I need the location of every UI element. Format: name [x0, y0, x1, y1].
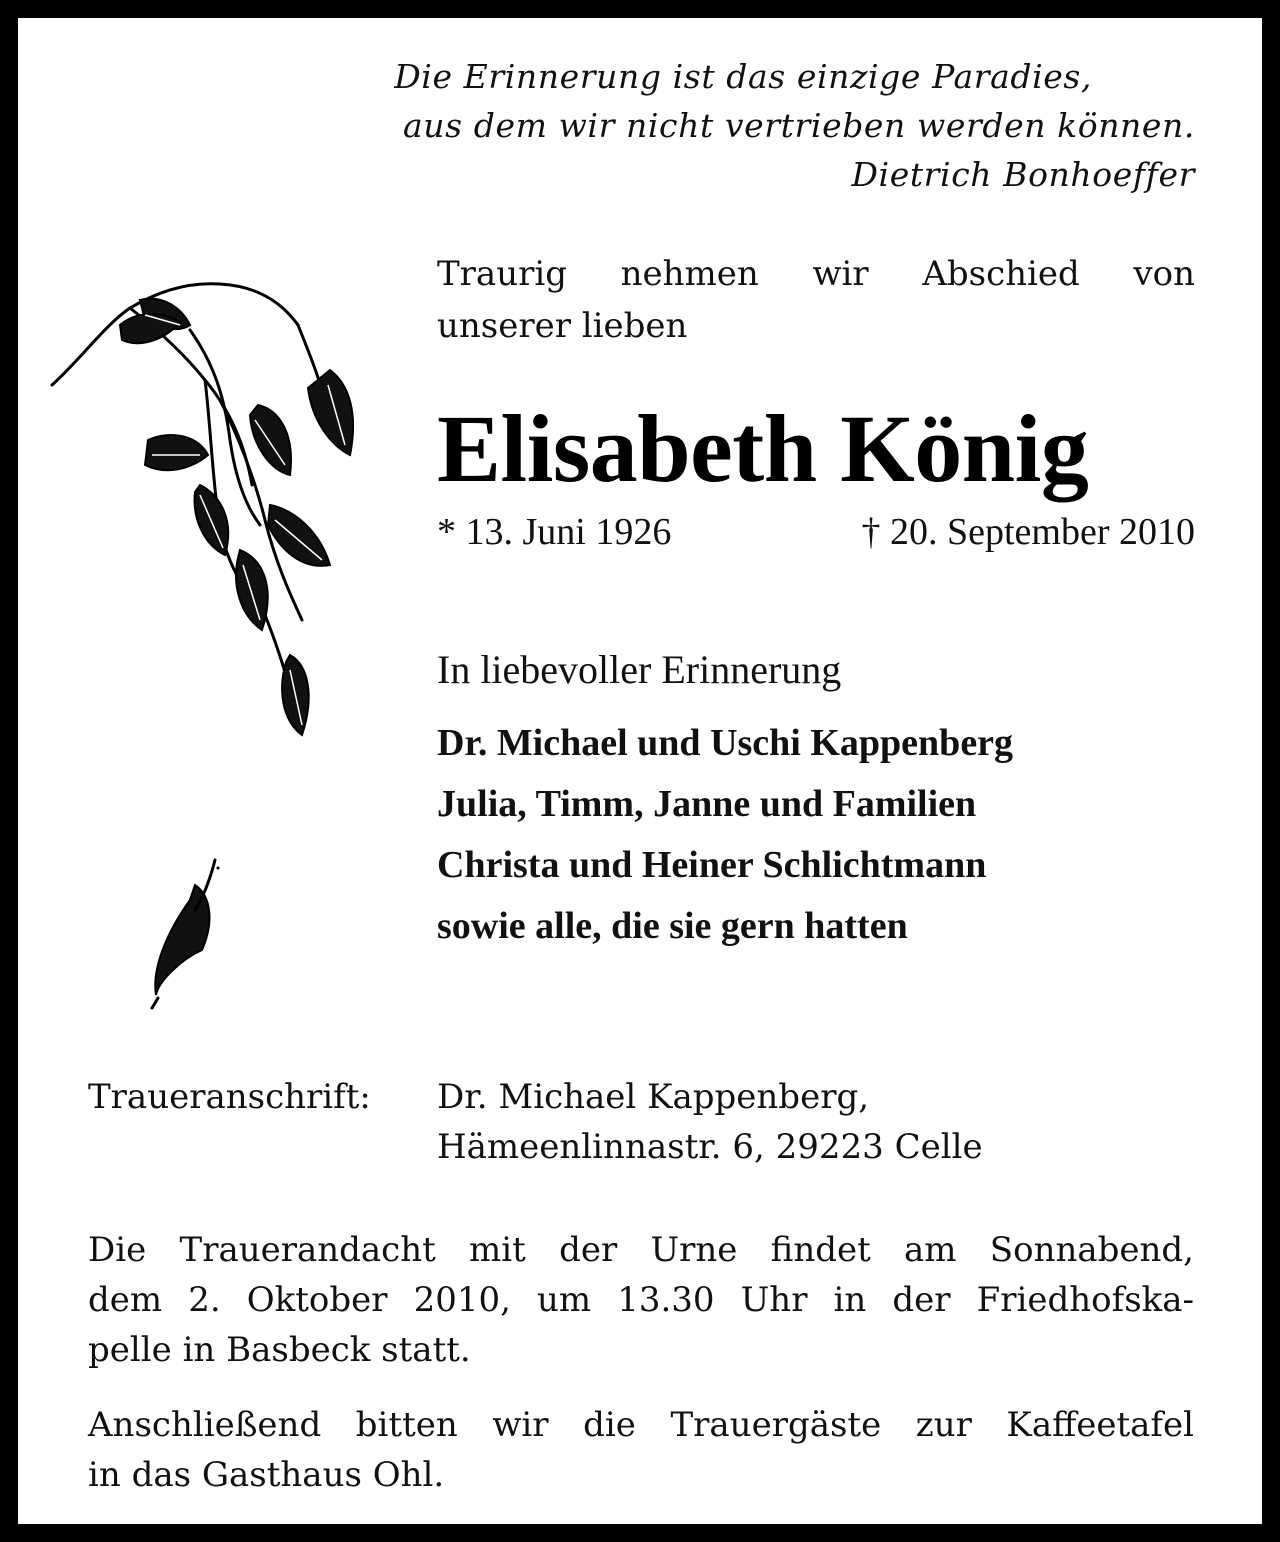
mourner-line: sowie alle, die sie gern hatten	[437, 905, 908, 947]
intro-line-2: unserer lieben	[437, 306, 688, 346]
quote-line-1: Die Erinnerung ist das einzige Paradies,	[394, 57, 1092, 96]
service-line-2: dem 2. Oktober 2010, um 13.30 Uhr in der Friedhofska-	[88, 1280, 1194, 1320]
quote-line-2: aus dem wir nicht vertrieben werden können.	[402, 106, 1195, 145]
memory-heading: In liebevoller Erinnerung	[437, 647, 842, 692]
intro-line-1: Traurig nehmen wir Abschied von	[437, 254, 1195, 294]
birch-branch-illustration	[40, 270, 380, 1010]
mourners-list	[437, 713, 1195, 957]
death-date: † 20. September 2010	[861, 511, 1195, 553]
farewell-intro	[437, 248, 1195, 352]
mourner-line: Julia, Timm, Janne und Familien	[437, 783, 977, 825]
reception-line-1: Anschließend bitten wir die Trauergäste zur Kaffeetafel	[88, 1405, 1194, 1445]
address-line-2: Hämeenlinnastr. 6, 29223 Celle	[437, 1127, 983, 1167]
reception-line-2: in das Gasthaus Ohl.	[88, 1455, 445, 1495]
address-line-1: Dr. Michael Kappenberg,	[437, 1077, 870, 1117]
deceased-name: Elisabeth König	[437, 395, 1089, 502]
birth-date: * 13. Juni 1926	[437, 511, 672, 553]
address-label: Traueranschrift:	[88, 1077, 371, 1117]
bonhoeffer-quote	[265, 52, 1195, 199]
mourning-address	[437, 1072, 1195, 1172]
service-line-1: Die Trauerandacht mit der Urne findet am Sonnabend,	[88, 1230, 1194, 1270]
service-notice	[88, 1225, 1194, 1375]
reception-notice	[88, 1400, 1194, 1500]
quote-author: Dietrich Bonhoeffer	[851, 155, 1195, 194]
mourner-line: Dr. Michael und Uschi Kappenberg	[437, 722, 1014, 764]
mourner-line: Christa und Heiner Schlichtmann	[437, 844, 987, 886]
life-dates	[437, 508, 1195, 556]
service-line-3: pelle in Basbeck statt.	[88, 1330, 471, 1370]
